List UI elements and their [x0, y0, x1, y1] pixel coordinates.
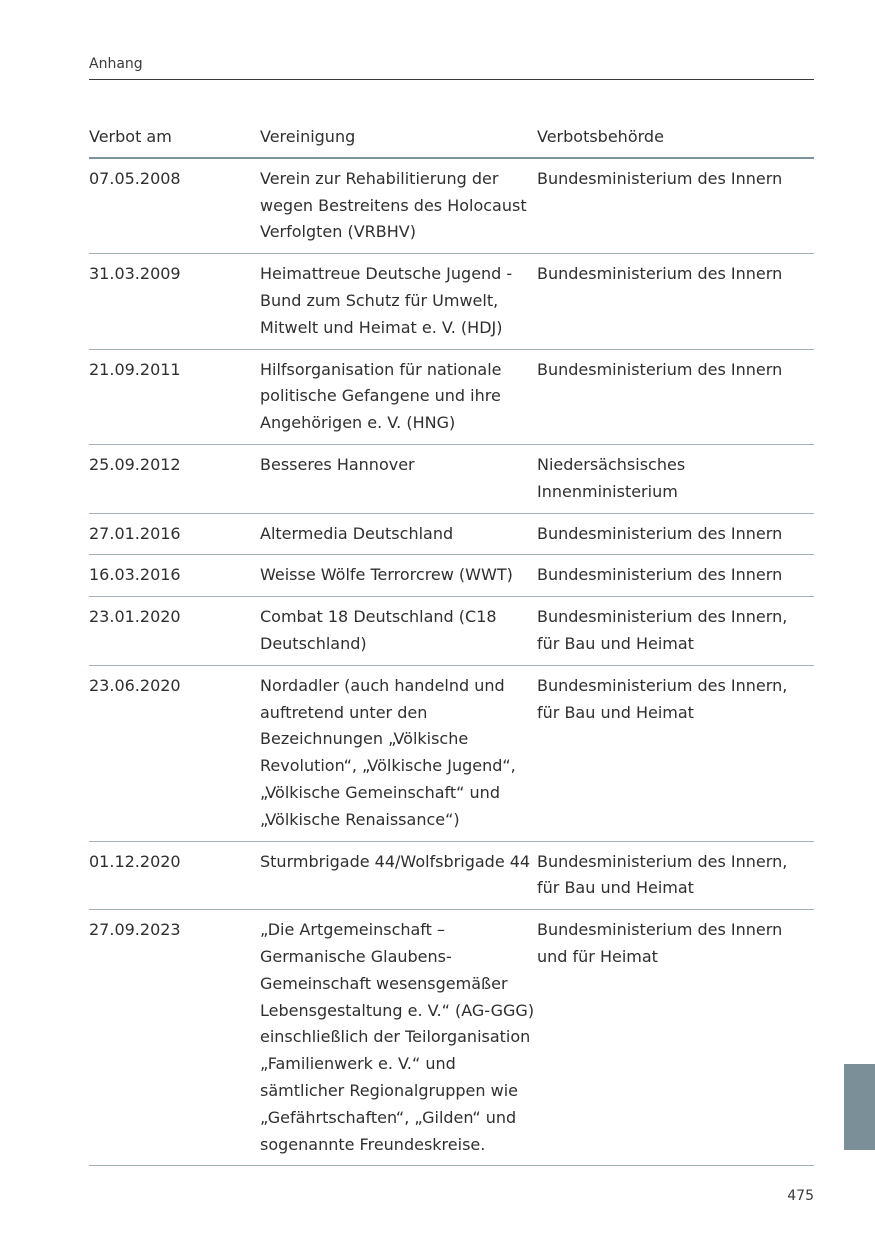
association-cell: Combat 18 Deutschland (C18 Deutschland): [260, 597, 537, 666]
date-cell: 27.09.2023: [89, 910, 260, 1166]
table-row: [89, 841, 814, 910]
table-row: [89, 254, 814, 349]
date-cell: 01.12.2020: [89, 841, 260, 910]
association-cell: Verein zur Rehabilitierung der wegen Bestreitens des Holocaust Verfolgten (VRBHV): [260, 158, 537, 254]
thumb-index-tab: [844, 1064, 875, 1150]
date-cell: 21.09.2011: [89, 349, 260, 444]
date-cell: 23.01.2020: [89, 597, 260, 666]
table-row: [89, 513, 814, 555]
table-row: [89, 349, 814, 444]
association-cell: Besseres Hannover: [260, 444, 537, 513]
column-header-authority: Verbotsbehörde: [537, 117, 814, 158]
table-header-row: [89, 117, 814, 158]
authority-cell: Bundesministerium des Innern und für Heimat: [537, 910, 814, 1166]
association-cell: Sturmbrigade 44/Wolfsbrigade 44: [260, 841, 537, 910]
authority-cell: Bundesministerium des Innern: [537, 513, 814, 555]
table-body: [89, 158, 814, 1166]
authority-cell: Bundesministerium des Innern, für Bau und Heimat: [537, 841, 814, 910]
association-cell: Nordadler (auch handelnd und auftretend unter den Bezeichnungen „Völkische Revolution“, „Völkische Jugend“, „Völkische Gemeinschaft“ und „Völkische Renaissance“): [260, 665, 537, 841]
date-cell: 23.06.2020: [89, 665, 260, 841]
table-row: [89, 555, 814, 597]
authority-cell: Bundesministerium des Innern: [537, 555, 814, 597]
association-cell: Altermedia Deutschland: [260, 513, 537, 555]
column-header-date: Verbot am: [89, 117, 260, 158]
date-cell: 31.03.2009: [89, 254, 260, 349]
table-row: [89, 158, 814, 254]
authority-cell: Bundesministerium des Innern, für Bau und Heimat: [537, 665, 814, 841]
date-cell: 07.05.2008: [89, 158, 260, 254]
table-row: [89, 665, 814, 841]
authority-cell: Bundesministerium des Innern: [537, 349, 814, 444]
ban-table: [89, 117, 814, 1166]
authority-cell: Bundesministerium des Innern: [537, 158, 814, 254]
date-cell: 27.01.2016: [89, 513, 260, 555]
table-row: [89, 597, 814, 666]
date-cell: 16.03.2016: [89, 555, 260, 597]
authority-cell: Bundesministerium des Innern: [537, 254, 814, 349]
association-cell: „Die Artgemeinschaft – Germanische Glaubens-Gemeinschaft wesensgemäßer Lebensgestaltung e. V.“ (AG-GGG) einschließlich der Teilorganisation „Familienwerk e. V.“ und sämtlicher Regionalgruppen wie „Gefährtschaften“, „Gilden“ und sogenannte Freundeskreise.: [260, 910, 537, 1166]
column-header-association: Vereinigung: [260, 117, 537, 158]
association-cell: Hilfsorganisation für nationale politische Gefangene und ihre Angehörigen e. V. (HNG): [260, 349, 537, 444]
date-cell: 25.09.2012: [89, 444, 260, 513]
table-header: [89, 117, 814, 158]
page-number: 475: [787, 1188, 814, 1204]
authority-cell: Bundesministerium des Innern, für Bau und Heimat: [537, 597, 814, 666]
header-rule: [89, 79, 814, 80]
table-row: [89, 444, 814, 513]
association-cell: Weisse Wölfe Terrorcrew (WWT): [260, 555, 537, 597]
table-row: [89, 910, 814, 1166]
association-cell: Heimattreue Deutsche Jugend - Bund zum Schutz für Umwelt, Mitwelt und Heimat e. V. (HDJ): [260, 254, 537, 349]
running-head: Anhang: [89, 56, 143, 72]
authority-cell: Niedersächsisches Innenministerium: [537, 444, 814, 513]
